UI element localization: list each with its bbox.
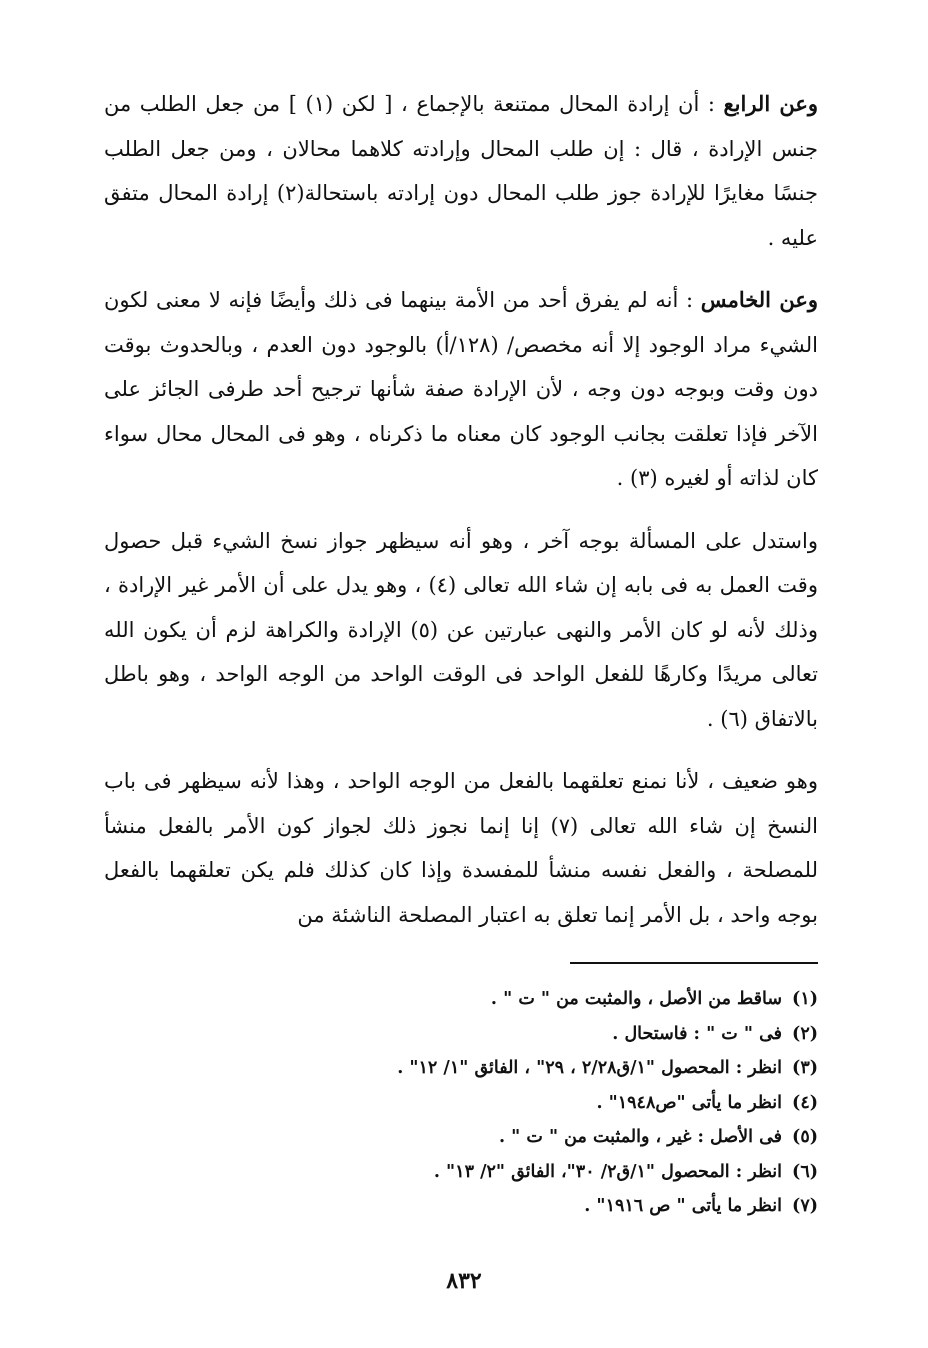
footnote-number: (٣) xyxy=(792,1058,818,1078)
page-number: ٨٣٢ xyxy=(446,1268,482,1294)
paragraph-body: : أنه لم يفرق أحد من الأمة بينهما فى ذلك وأيضًا فإنه لا معنى لكون الشيء مراد الوجود إلا أنه مخصص/ (١٢٨/أ) بالوجود دون العدم ، وبالحدوث بوقت دون وقت وبوجه دون وجه ، لأن الإرادة صفة شأنها ترجيح أحد طرفى الجائز على الآخر فإذا تعلقت بجانب الوجود كان معناه ما ذكرناه ، وهو فى المحال محال سواء كان لذاته أو لغيره (٣) . xyxy=(104,288,818,490)
footnote-item xyxy=(118,1051,818,1086)
footnote-item xyxy=(118,1017,818,1052)
main-text xyxy=(104,82,818,955)
paragraph-heading: وعن الخامس xyxy=(700,287,818,312)
footnote-text: فى " ت " : فاستحال . xyxy=(612,1023,783,1044)
paragraph-fourth-answer xyxy=(104,82,818,260)
footnote-number: (٧) xyxy=(792,1196,818,1216)
paragraph-heading: وعن الرابع xyxy=(723,91,819,116)
footnote-number: (١) xyxy=(792,989,818,1009)
paragraph-body: واستدل على المسألة بوجه آخر ، وهو أنه سيظهر جواز نسخ الشيء قبل حصول وقت العمل به فى بابه إن شاء الله تعالى (٤) ، وهو يدل على أن الأمر غير الإرادة ، وذلك لأنه لو كان الأمر والنهى عبارتين عن (٥) الإرادة والكراهة لزم أن يكون الله تعالى مريدًا وكارهًا للفعل الواحد فى الوقت الواحد من الوجه الواحد ، وهو باطل بالاتفاق (٦) . xyxy=(104,528,819,731)
footnote-text: انظر ما يأتى "ص١٩٤٨" . xyxy=(596,1092,783,1113)
footnote-item xyxy=(118,1086,818,1121)
footnote-item xyxy=(118,1189,818,1224)
footnote-number: (٥) xyxy=(792,1127,818,1147)
footnote-number: (٢) xyxy=(792,1023,818,1044)
paragraph-rebuttal xyxy=(104,759,818,937)
footnote-item xyxy=(118,1120,818,1155)
footnote-text: انظر : المحصول "١/ق٢/ ٣٠"، الفائق "٢/ ١٣" . xyxy=(433,1161,783,1182)
footnote-number: (٦) xyxy=(792,1161,818,1182)
footnote-item xyxy=(118,982,818,1017)
footnote-text: انظر ما يأتى " ص ١٩١٦" . xyxy=(584,1196,783,1216)
footnotes-list xyxy=(118,982,818,1224)
paragraph-body: وهو ضعيف ، لأنا نمنع تعلقهما بالفعل من الوجه الواحد ، وهذا لأنه سيظهر فى باب النسخ إن شاء الله تعالى (٧) إنا إنما نجوز ذلك لجواز كون الأمر بالفعل منشأ للمصلحة ، والفعل نفسه منشأ للمفسدة وإذا كان كذلك فلم يكن تعلقهما بالفعل بوجه واحد ، بل الأمر إنما تعلق به اعتبار المصلحة الناشئة من xyxy=(104,769,818,927)
footnote-text: ساقط من الأصل ، والمثبت من " ت " . xyxy=(490,989,783,1009)
footnote-separator xyxy=(570,962,818,964)
paragraph-fifth-answer xyxy=(104,278,818,501)
paragraph-body: : أن إرادة المحال ممتنعة بالإجماع ، [ لكن (١) ] من جعل الطلب من جنس الإرادة ، قال : إن طلب المحال وإرادته كلاهما محالان ، ومن جعل الطلب جنسًا مغايرًا للإرادة جوز طلب المحال دون إرادته باستحالة(٢) إرادة المحال متفق عليه . xyxy=(104,92,818,250)
footnote-item xyxy=(118,1155,818,1190)
footnote-number: (٤) xyxy=(792,1092,818,1113)
footnote-text: فى الأصل : غير ، والمثبت من " ت " . xyxy=(498,1127,783,1147)
paragraph-another-argument xyxy=(104,519,818,742)
footnote-text: انظر : المحصول "١/ق٢/٢٨ ، ٢٩" ، الفائق "١/ ١٢" . xyxy=(397,1058,783,1078)
